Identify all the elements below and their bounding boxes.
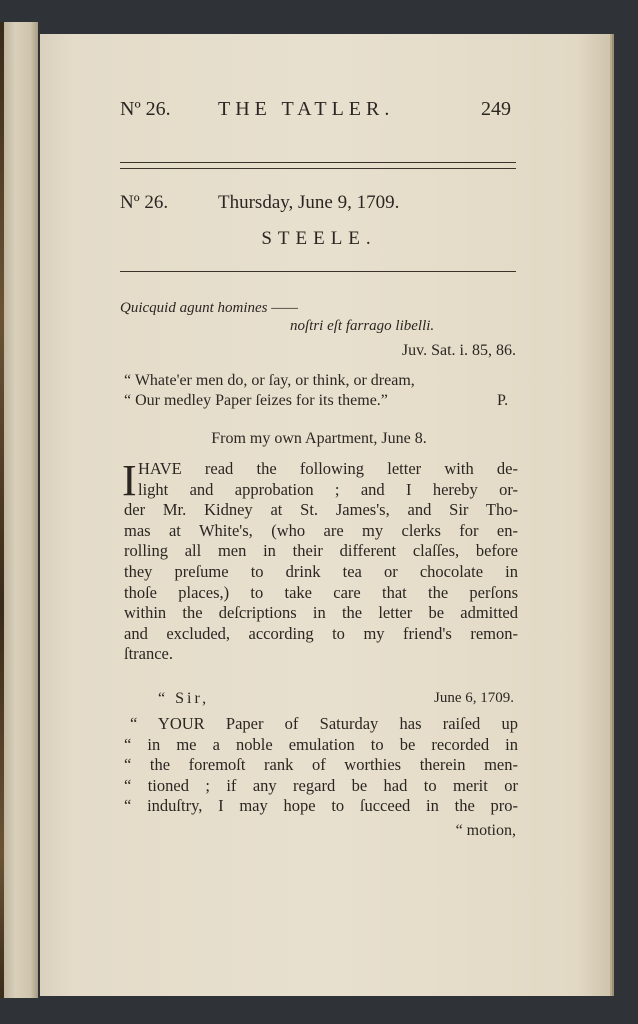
opening-paragraph <box>122 456 518 665</box>
page-number: 249 <box>481 98 511 120</box>
header-issue-number: Nº 26. <box>120 98 171 120</box>
drop-capital: I <box>122 456 137 505</box>
dateline: From my own Apartment, June 8. <box>211 430 427 447</box>
author-name: STEELE. <box>261 228 377 249</box>
letter-line: “ YOUR Paper of Saturday has raiſed up <box>130 714 518 733</box>
translator-mark: P. <box>497 392 509 409</box>
translation-line-2: “ Our medley Paper ſeizes for its theme.” <box>124 392 388 409</box>
paragraph-line: HAVE read the following letter with de- <box>138 459 518 478</box>
letter-salutation <box>158 690 209 708</box>
paragraph-line: light and approbation ; and I hereby or- <box>138 479 518 499</box>
letter-line: “ tioned ; if any regard be had to merit or <box>124 775 518 795</box>
bottom-frame <box>0 998 638 1024</box>
left-page-edge <box>0 22 38 1000</box>
paragraph-line: thoſe places,) to take care that the perſons <box>124 582 518 602</box>
header-title: THE TATLER. <box>218 98 395 120</box>
letter-body <box>124 714 518 817</box>
paragraph-line: rolling all men in their different claſſes, before <box>124 541 518 561</box>
paragraph-line: they preſume to drink tea or chocolate in <box>124 561 518 581</box>
epigraph-line-2: noſtri eſt farrago libelli. <box>290 318 435 334</box>
top-frame <box>0 0 638 30</box>
paragraph-line: within the deſcriptions in the letter be admitted <box>124 603 518 623</box>
issue-number: Nº 26. <box>120 192 169 213</box>
paragraph-line: and excluded, according to my friend's remon- <box>124 623 518 643</box>
letter-line: “ in me a noble emulation to be recorded in <box>124 734 518 754</box>
catchword: “ motion, <box>455 822 516 839</box>
double-rule <box>120 162 516 169</box>
paragraph-line: mas at White's, (who are my clerks for en- <box>124 520 518 540</box>
book-spine <box>0 22 4 1000</box>
single-rule <box>120 271 516 272</box>
paragraph-line: ſtrance. <box>124 644 174 664</box>
epigraph-line-1: Quicquid agunt homines —— <box>120 300 298 316</box>
letter-line: “ the foremoſt rank of worthies therein men- <box>124 755 518 775</box>
letter-line: “ induſtry, I may hope to ſucceed in the pro- <box>124 796 518 816</box>
paragraph-line: der Mr. Kidney at St. James's, and Sir Tho- <box>124 500 518 520</box>
running-header <box>0 98 638 128</box>
issue-date: Thursday, June 9, 1709. <box>218 192 400 213</box>
translation-line-1: “ Whate'er men do, or ſay, or think, or dream, <box>124 372 415 389</box>
epigraph-citation: Juv. Sat. i. 85, 86. <box>401 342 516 359</box>
salutation-text: “ Sir, <box>158 690 210 707</box>
letter-date: June 6, 1709. <box>434 690 514 706</box>
